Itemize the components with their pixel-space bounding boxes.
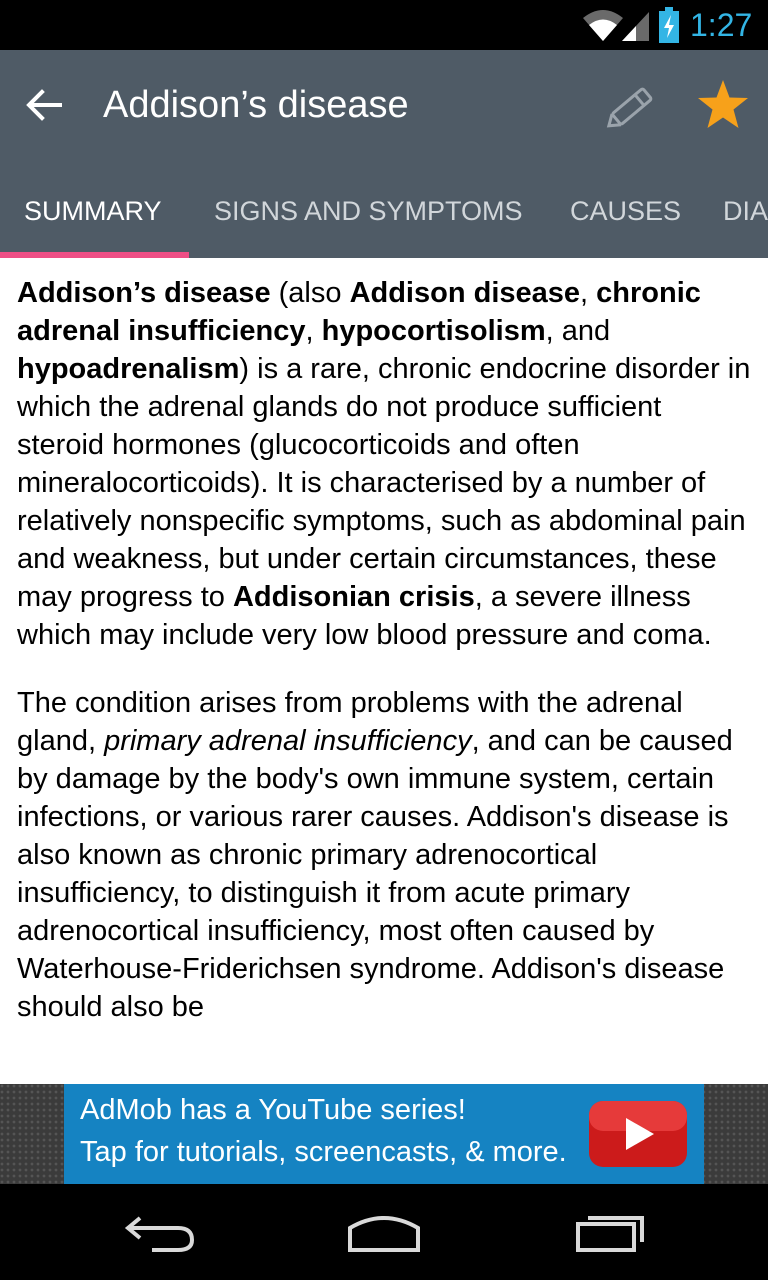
home-nav-icon[interactable] [344,1210,424,1254]
status-bar [0,0,768,50]
article-content[interactable] [0,258,768,1084]
ad-banner[interactable] [64,1084,704,1184]
tab-causes[interactable]: CAUSES [570,196,682,226]
ad-headline: AdMob has a YouTube series! [80,1094,466,1126]
article-paragraph: Addison’s disease (also Addison disease, chronic adrenal insufficiency, hypocortisolism, and hypoadrenalism) is a rare, chronic endocrine disorder in which the adrenal glands do not produce sufficient steroid hormones (glucocorticoids and often mineralocorticoids). It is characterised by a number of relatively nonspecific symptoms, such as abdominal pain and weakness, but under certain circumstances, these may progress to Addisonian crisis, a severe illness which may include very low blood pressure and coma. [17,277,751,651]
battery-charging-icon [658,7,680,43]
back-nav-icon[interactable] [122,1210,198,1254]
pencil-edit-icon[interactable] [606,80,662,132]
arrow-left-icon[interactable] [20,83,68,127]
youtube-play-icon [588,1100,688,1168]
ad-subline: Tap for tutorials, screencasts, & more. [80,1136,567,1168]
cell-signal-icon [622,8,650,42]
navigation-bar [0,1184,768,1280]
page-title: Addison’s disease [103,84,409,126]
clock: 1:27 [690,7,753,43]
star-favorite-icon[interactable] [696,78,750,132]
app-bar [0,50,768,158]
tab-strip [0,158,768,258]
tab-summary[interactable]: SUMMARY [24,196,162,226]
tab-diagnosis[interactable]: DIA [723,196,768,226]
tab-signs-and-symptoms[interactable]: SIGNS AND SYMPTOMS [214,196,523,226]
article-paragraph: The condition arises from problems with the adrenal gland, primary adrenal insufficiency, and can be caused by damage by the body's own immune system, certain infections, or various rarer causes. Addison's disease is also known as chronic primary adrenocortical insufficiency, to distinguish it from acute primary adrenocortical insufficiency, most often caused by Waterhouse-Friderichsen syndrome. Addison's disease should also be [17,687,733,1023]
wifi-icon [582,8,624,42]
ad-area [0,1084,768,1184]
recent-apps-icon[interactable] [572,1212,648,1252]
